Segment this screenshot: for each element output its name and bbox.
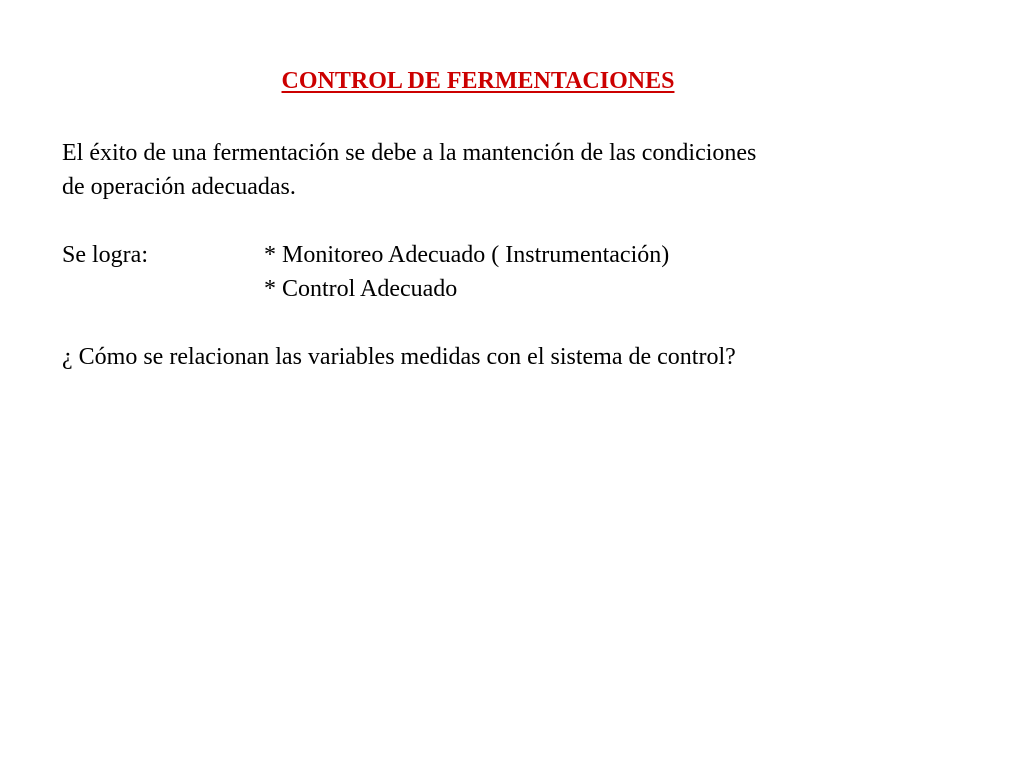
achievement-row bbox=[62, 240, 669, 270]
bullet-item-monitoring: * Monitoreo Adecuado ( Instrumentación) bbox=[264, 242, 670, 268]
paragraph-line-2: de operación adecuadas. bbox=[62, 174, 296, 200]
slide-title: CONTROL DE FERMENTACIONES bbox=[281, 68, 675, 94]
paragraph-line-1: El éxito de una fermentación se debe a la mantención de las condiciones bbox=[62, 140, 757, 166]
bullet-item-control: * Control Adecuado bbox=[264, 276, 458, 302]
question-text: ¿ Cómo se relacionan las variables medidas con el sistema de control? bbox=[62, 344, 736, 370]
achievement-row-2 bbox=[62, 274, 457, 304]
achieved-label: Se logra: bbox=[62, 242, 148, 268]
